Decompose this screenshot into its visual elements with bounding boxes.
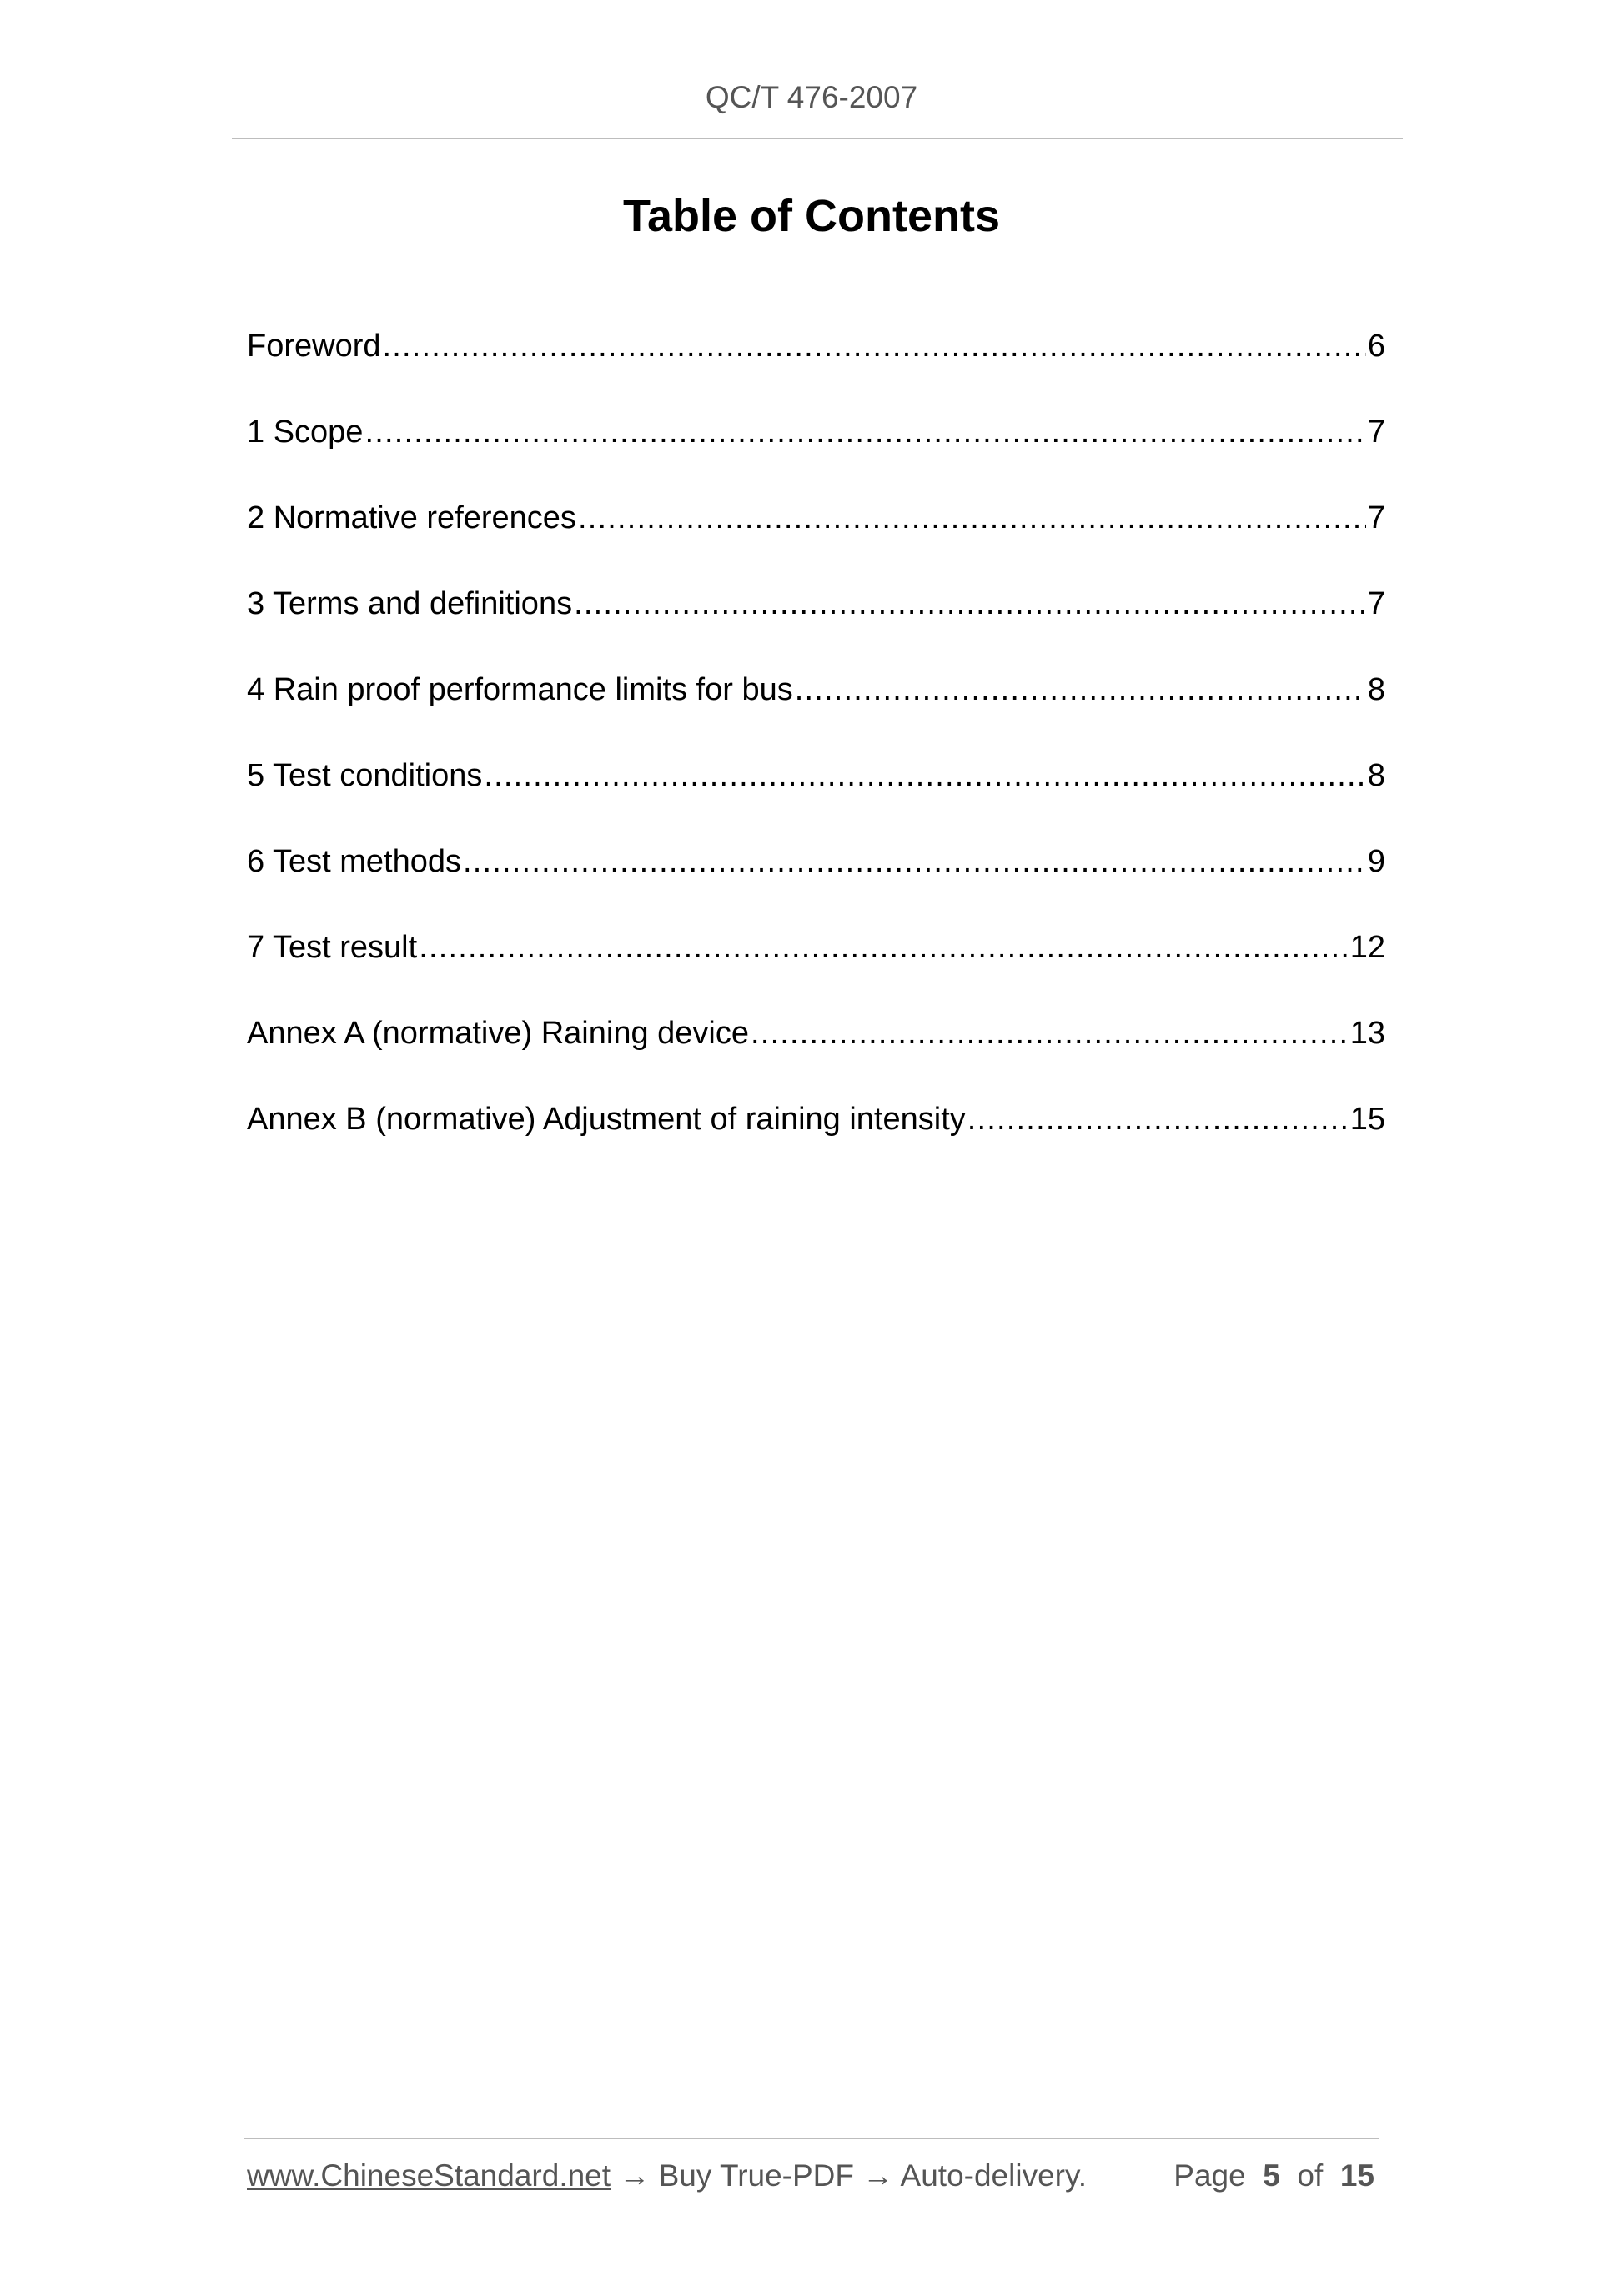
arrow-right-icon: →: [611, 2158, 659, 2193]
toc-entry-test-result[interactable]: [247, 923, 1385, 1009]
toc-entry-page: 7: [1367, 586, 1385, 621]
toc-entry-page: 12: [1349, 930, 1385, 965]
website-link[interactable]: www.ChineseStandard.net: [247, 2158, 611, 2193]
toc-entry-rain-proof-limits[interactable]: [247, 666, 1385, 751]
toc-dot-leader: [484, 751, 1365, 800]
header-document-id: QC/T 476-2007: [705, 80, 918, 114]
toc-entry-page: 8: [1367, 672, 1385, 707]
auto-delivery-text: Auto-delivery.: [900, 2158, 1088, 2193]
toc-title: Table of Contents: [623, 191, 1000, 241]
toc-entry-page: 7: [1367, 414, 1385, 450]
toc-dot-leader: [751, 1009, 1349, 1058]
page-word: Page: [1173, 2158, 1246, 2193]
header-divider: [232, 138, 1403, 139]
toc-entry-page: 9: [1367, 844, 1385, 879]
toc-entry-page: 15: [1349, 1102, 1385, 1137]
footer-promo: [247, 2158, 1087, 2193]
toc-entry-label: 7 Test result: [247, 930, 418, 965]
toc-entry-page: 8: [1367, 758, 1385, 793]
toc-entry-normative-references[interactable]: [247, 494, 1385, 580]
toc-list: [247, 322, 1385, 1181]
toc-entry-annex-a[interactable]: [247, 1009, 1385, 1095]
toc-entry-test-methods[interactable]: [247, 837, 1385, 923]
toc-dot-leader: [419, 923, 1349, 972]
toc-entry-page: 6: [1367, 329, 1385, 364]
toc-dot-leader: [383, 322, 1366, 370]
of-word: of: [1297, 2158, 1324, 2193]
toc-entry-annex-b[interactable]: [247, 1095, 1385, 1181]
toc-entry-foreword[interactable]: [247, 322, 1385, 408]
buy-true-pdf-text: Buy True-PDF: [658, 2158, 855, 2193]
toc-entry-label: 6 Test methods: [247, 844, 462, 879]
toc-dot-leader: [578, 494, 1366, 542]
toc-entry-label: Annex A (normative) Raining device: [247, 1016, 749, 1051]
current-page-number: 5: [1263, 2158, 1280, 2193]
toc-dot-leader: [463, 837, 1366, 886]
toc-entry-scope[interactable]: [247, 408, 1385, 494]
toc-dot-leader: [795, 666, 1366, 714]
total-pages-number: 15: [1339, 2158, 1374, 2193]
toc-dot-leader: [364, 408, 1365, 456]
toc-entry-label: 5 Test conditions: [247, 758, 483, 793]
toc-dot-leader: [967, 1095, 1349, 1143]
toc-dot-leader: [574, 580, 1366, 628]
page-footer: [247, 2158, 1374, 2193]
toc-entry-test-conditions[interactable]: [247, 751, 1385, 837]
footer-divider: [244, 2138, 1379, 2139]
toc-entry-label: 1 Scope: [247, 414, 364, 450]
toc-entry-label: 4 Rain proof performance limits for bus: [247, 672, 793, 707]
toc-entry-label: Foreword: [247, 329, 381, 364]
toc-entry-page: 7: [1367, 500, 1385, 535]
toc-entry-page: 13: [1349, 1016, 1385, 1051]
toc-entry-label: Annex B (normative) Adjustment of raining intensity: [247, 1102, 966, 1137]
toc-entry-terms-and-definitions[interactable]: [247, 580, 1385, 666]
toc-entry-label: 2 Normative references: [247, 500, 576, 535]
page-indicator: [1173, 2158, 1374, 2193]
arrow-right-icon: →: [854, 2158, 901, 2193]
toc-entry-label: 3 Terms and definitions: [247, 586, 573, 621]
